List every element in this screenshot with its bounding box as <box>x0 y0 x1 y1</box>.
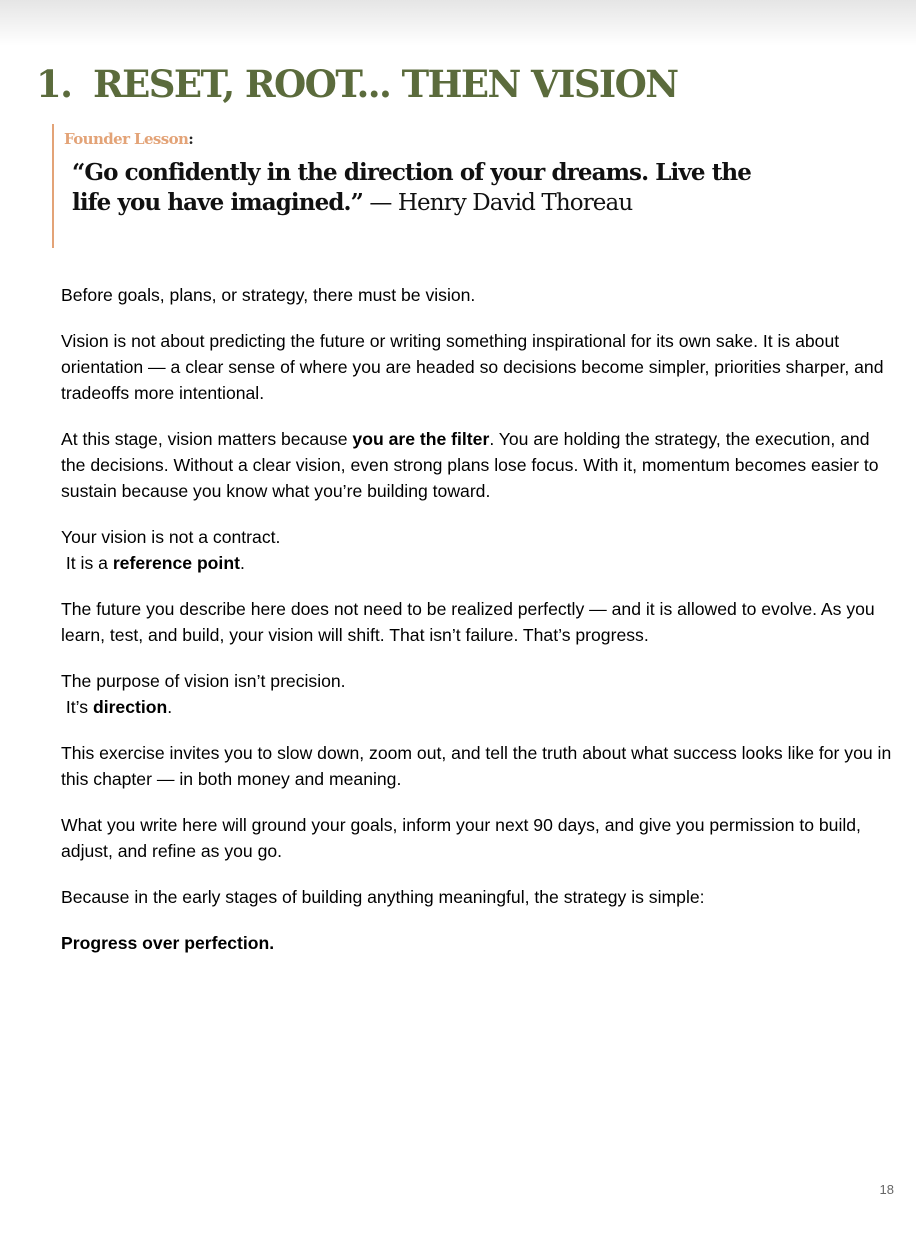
section-title: RESET, ROOT... THEN VISION <box>93 62 678 106</box>
founder-lesson-callout <box>52 124 814 248</box>
callout-colon: : <box>188 130 194 148</box>
section-heading <box>36 62 678 106</box>
callout-label: Founder Lesson <box>64 130 189 148</box>
paragraph-7: This exercise invites you to slow down, zoom out, and tell the truth about what success looks like for you in this chapter — in both money and meaning. <box>61 743 892 789</box>
callout-label-row <box>64 130 193 148</box>
body-text <box>61 282 897 976</box>
top-shadow <box>0 0 916 46</box>
paragraph-5: The future you describe here does not need to be realized perfectly — and it is allowed to evolve. As you learn, test, and build, your vision will shift. That isn’t failure. That’s progress. <box>61 599 875 645</box>
paragraph-6-line-2-after: . <box>167 697 173 717</box>
closing-statement: Progress over perfection. <box>61 933 275 953</box>
quote-text: “Go confidently in the direction of your dreams. Live the life you have imagined.” <box>72 159 751 216</box>
section-number: 1. <box>36 62 72 106</box>
paragraph-1: Before goals, plans, or strategy, there must be vision. <box>61 285 476 305</box>
paragraph-4 <box>61 524 897 576</box>
paragraph-3 <box>61 426 897 504</box>
paragraph-4-line-2-before: It is a <box>61 553 113 573</box>
paragraph-4-bold: reference point <box>112 553 240 573</box>
quote-author: — Henry David Thoreau <box>362 190 633 216</box>
paragraph-4-line-2-after: . <box>239 553 245 573</box>
paragraph-6-bold: direction <box>92 697 168 717</box>
paragraph-9: Because in the early stages of building anything meaningful, the strategy is simple: <box>61 887 705 907</box>
paragraph-6-line-1: The purpose of vision isn’t precision. <box>61 671 346 691</box>
paragraph-10 <box>61 930 897 956</box>
paragraph-3-before: At this stage, vision matters because <box>61 429 353 449</box>
paragraph-2: Vision is not about predicting the future or writing something inspirational for its own sake. It is about orientation — a clear sense of where you are headed so decisions become simpler, priorities sharper, and tradeoffs more intentional. <box>61 331 884 403</box>
paragraph-6-line-2-before: It’s <box>61 697 93 717</box>
paragraph-3-after: . You are holding the strategy, the execution, and the decisions. Without a clear vision, even strong plans lose focus. With it, momentum becomes easier to sustain because you know what you’re building toward. <box>61 429 879 501</box>
page-number: 18 <box>879 1182 894 1197</box>
paragraph-4-line-1: Your vision is not a contract. <box>61 527 281 547</box>
paragraph-8: What you write here will ground your goals, inform your next 90 days, and give you permission to build, adjust, and refine as you go. <box>61 815 861 861</box>
paragraph-6 <box>61 668 897 720</box>
quote <box>72 158 772 218</box>
paragraph-3-bold: you are the filter <box>352 429 490 449</box>
